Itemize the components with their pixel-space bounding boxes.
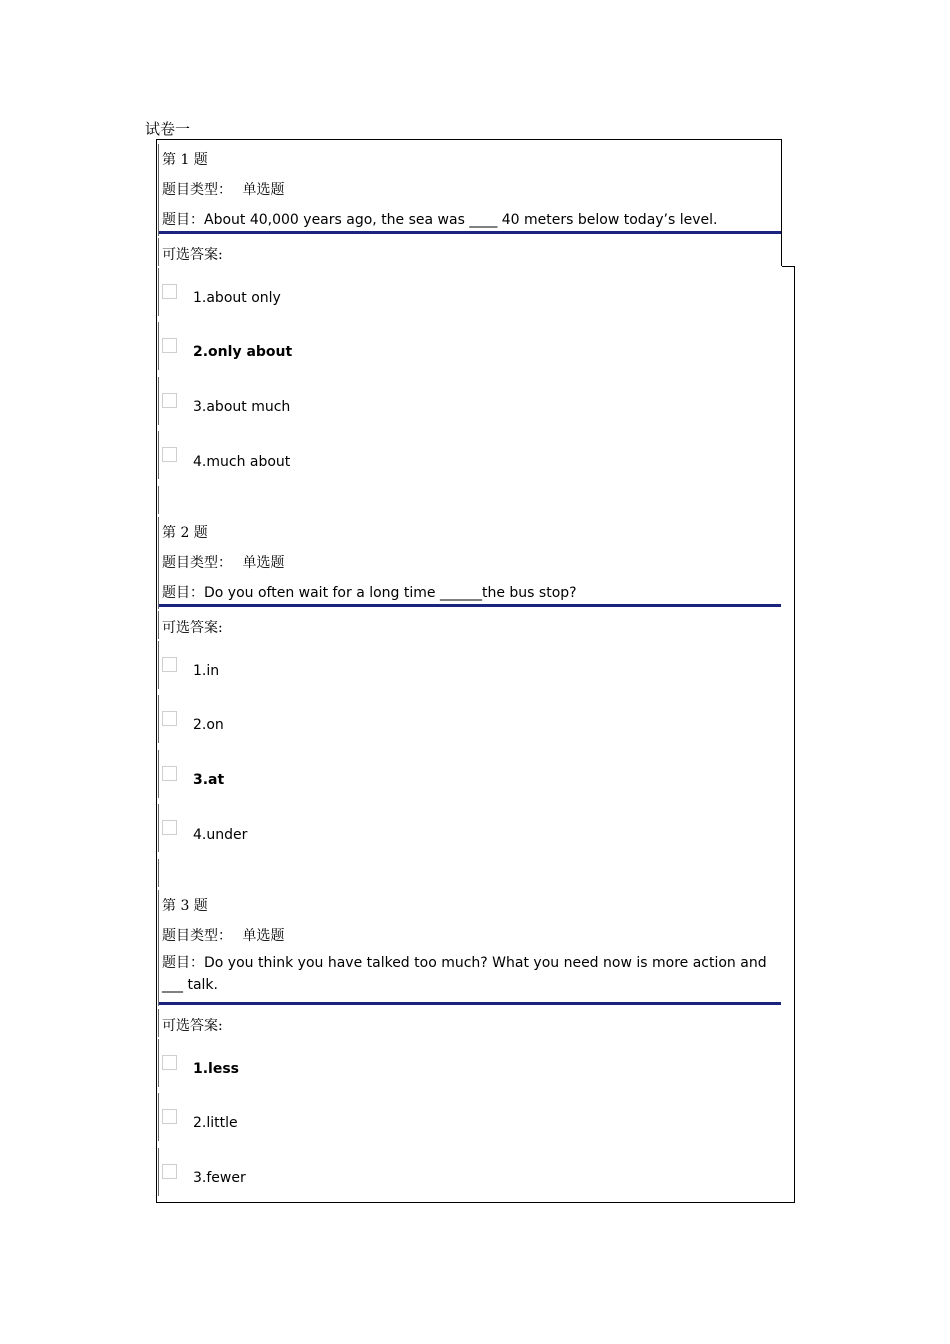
question-prompt-label: 题目： — [162, 955, 204, 971]
question-separator — [159, 231, 781, 234]
row-divider — [158, 1009, 159, 1037]
option-label[interactable]: 2.on — [193, 717, 224, 733]
row-divider — [158, 890, 159, 1006]
option-label[interactable]: 1.in — [193, 663, 220, 679]
question-type-label: 题目类型： — [162, 182, 232, 198]
row-divider — [158, 144, 159, 236]
question-prompt — [162, 209, 718, 229]
question-type — [162, 179, 284, 199]
question-number: 第 2 题 — [162, 525, 208, 541]
row-divider — [158, 486, 159, 514]
question-type-label: 题目类型： — [162, 555, 232, 571]
row-divider — [158, 268, 159, 316]
question-separator — [159, 604, 781, 607]
exam-frame-top — [156, 139, 782, 266]
option-checkbox[interactable] — [162, 1164, 177, 1179]
row-divider — [158, 641, 159, 689]
question-number: 第 3 题 — [162, 898, 208, 914]
option-checkbox[interactable] — [162, 393, 177, 408]
row-divider — [158, 1039, 159, 1087]
option-checkbox[interactable] — [162, 447, 177, 462]
row-divider — [158, 431, 159, 479]
row-divider — [158, 1093, 159, 1141]
question-type — [162, 925, 284, 945]
question-prompt-text: Do you often wait for a long time ______the bus stop? — [204, 585, 577, 601]
question-type-value: 单选题 — [242, 555, 285, 571]
option-checkbox[interactable] — [162, 657, 177, 672]
options-label: 可选答案: — [162, 620, 223, 636]
question-type-label: 题目类型： — [162, 928, 232, 944]
option-label[interactable]: 4.under — [193, 827, 248, 843]
option-checkbox[interactable] — [162, 766, 177, 781]
question-prompt-label: 题目： — [162, 585, 204, 601]
question-type — [162, 552, 284, 572]
option-checkbox[interactable] — [162, 338, 177, 353]
question-type-value: 单选题 — [242, 182, 285, 198]
row-divider — [158, 377, 159, 425]
question-prompt-label: 题目： — [162, 212, 204, 228]
row-divider — [158, 859, 159, 887]
option-checkbox[interactable] — [162, 284, 177, 299]
option-label[interactable]: 3.about much — [193, 399, 291, 415]
row-divider — [158, 238, 159, 266]
question-prompt — [162, 952, 778, 996]
question-type-value: 单选题 — [242, 928, 285, 944]
row-divider — [158, 695, 159, 743]
row-divider — [158, 804, 159, 852]
row-divider — [158, 322, 159, 370]
options-label: 可选答案: — [162, 247, 223, 263]
exam-frame-joint — [782, 266, 795, 267]
option-label[interactable]: 3.fewer — [193, 1170, 246, 1186]
row-divider — [158, 1148, 159, 1196]
option-checkbox[interactable] — [162, 711, 177, 726]
row-divider — [158, 517, 159, 609]
question-prompt — [162, 582, 577, 602]
question-prompt-text: About 40,000 years ago, the sea was ____ 40 meters below today’s level. — [204, 212, 718, 228]
option-label[interactable]: 1.about only — [193, 290, 281, 306]
options-label: 可选答案: — [162, 1018, 223, 1034]
row-divider — [158, 611, 159, 639]
option-checkbox[interactable] — [162, 1109, 177, 1124]
question-separator — [159, 1002, 781, 1005]
option-label[interactable]: 1.less — [193, 1061, 240, 1077]
option-label[interactable]: 2.little — [193, 1115, 238, 1131]
option-label[interactable]: 2.only about — [193, 344, 293, 360]
question-number: 第 1 题 — [162, 152, 208, 168]
document-title: 试卷一 — [145, 120, 191, 138]
row-divider — [158, 750, 159, 798]
question-prompt-text: Do you think you have talked too much? What you need now is more action and ___ talk. — [162, 955, 767, 993]
option-checkbox[interactable] — [162, 820, 177, 835]
option-label[interactable]: 3.at — [193, 772, 225, 788]
option-label[interactable]: 4.much about — [193, 454, 291, 470]
option-checkbox[interactable] — [162, 1055, 177, 1070]
